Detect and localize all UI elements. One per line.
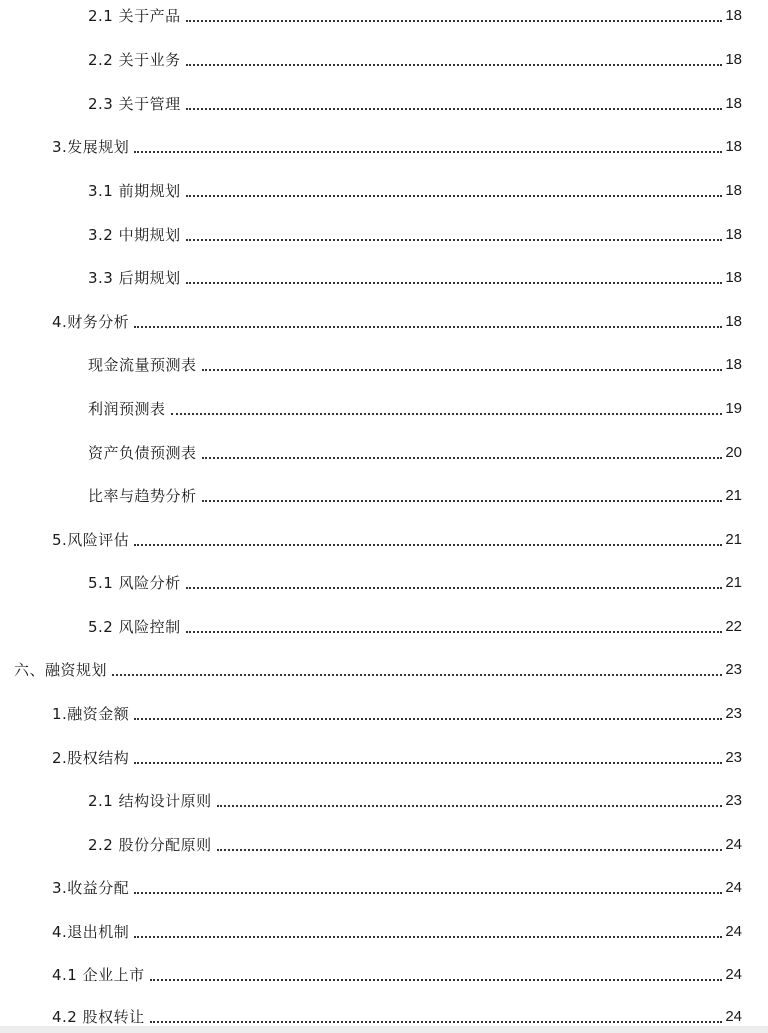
dot-leader xyxy=(186,108,723,110)
toc-entry-label: 利润预测表 xyxy=(88,400,166,418)
toc-entry-3-1[interactable] xyxy=(88,178,742,202)
toc-entry-2-2[interactable] xyxy=(88,47,742,71)
toc-entry-page: 22 xyxy=(725,618,742,635)
dot-leader xyxy=(134,544,722,546)
toc-entry-6-4-1[interactable] xyxy=(52,962,742,986)
dot-leader xyxy=(186,631,723,633)
dot-leader xyxy=(186,20,723,22)
toc-entry-6-2-2[interactable] xyxy=(88,832,742,856)
toc-entry-page: 18 xyxy=(725,138,742,155)
toc-entry-page: 24 xyxy=(725,923,742,940)
toc-entry-label: 3.1 前期规划 xyxy=(88,182,181,200)
toc-entry-label: 3.发展规划 xyxy=(52,138,130,156)
toc-entry-label: 4.1 企业上市 xyxy=(52,966,145,984)
toc-entry-6-1[interactable] xyxy=(52,701,742,725)
toc-entry-page: 18 xyxy=(725,313,742,330)
dot-leader xyxy=(186,64,723,66)
page-bottom-edge xyxy=(0,1026,768,1033)
dot-leader xyxy=(217,805,723,807)
dot-leader xyxy=(134,892,722,894)
toc-entry-chapter-6[interactable] xyxy=(14,657,742,681)
toc-entry-6-4[interactable] xyxy=(52,919,742,943)
toc-entry-page: 23 xyxy=(725,661,742,678)
toc-entry-label: 3.2 中期规划 xyxy=(88,226,181,244)
toc-entry-label: 资产负债预测表 xyxy=(88,444,197,462)
dot-leader xyxy=(134,936,722,938)
toc-entry-5-1[interactable] xyxy=(88,570,742,594)
toc-entry-label: 5.1 风险分析 xyxy=(88,574,181,592)
toc-entry-page: 18 xyxy=(725,226,742,243)
toc-entry-5[interactable] xyxy=(52,527,742,551)
toc-entry-6-3[interactable] xyxy=(52,875,742,899)
toc-entry-label: 4.退出机制 xyxy=(52,923,130,941)
toc-entry-label: 2.1 关于产品 xyxy=(88,7,181,25)
toc-entry-label: 4.2 股权转让 xyxy=(52,1008,145,1026)
toc-entry-page: 23 xyxy=(725,792,742,809)
toc-entry-page: 24 xyxy=(725,1008,742,1025)
toc-entry-page: 18 xyxy=(725,7,742,24)
dot-leader xyxy=(186,587,723,589)
dot-leader xyxy=(202,457,723,459)
dot-leader xyxy=(217,849,723,851)
toc-entry-label: 4.财务分析 xyxy=(52,313,130,331)
dot-leader xyxy=(134,718,722,720)
toc-entry-page: 24 xyxy=(725,879,742,896)
dot-leader xyxy=(112,674,722,676)
toc-entry-4[interactable] xyxy=(52,309,742,333)
toc-entry-5-2[interactable] xyxy=(88,614,742,638)
toc-entry-ratio-trend[interactable] xyxy=(88,483,742,507)
toc-entry-page: 24 xyxy=(725,836,742,853)
toc-entry-page: 23 xyxy=(725,705,742,722)
toc-entry-3-3[interactable] xyxy=(88,265,742,289)
toc-entry-6-2-1[interactable] xyxy=(88,788,742,812)
toc-entry-2-1[interactable] xyxy=(88,3,742,27)
toc-entry-page: 18 xyxy=(725,95,742,112)
dot-leader xyxy=(134,762,722,764)
toc-entry-label: 3.3 后期规划 xyxy=(88,269,181,287)
dot-leader xyxy=(186,195,723,197)
dot-leader xyxy=(186,239,723,241)
toc-entry-cash-flow[interactable] xyxy=(88,352,742,376)
toc-entry-3-2[interactable] xyxy=(88,222,742,246)
toc-entry-6-2[interactable] xyxy=(52,745,742,769)
toc-entry-page: 20 xyxy=(725,444,742,461)
toc-entry-page: 24 xyxy=(725,966,742,983)
toc-entry-label: 2.1 结构设计原则 xyxy=(88,792,212,810)
toc-entry-page: 18 xyxy=(725,356,742,373)
toc-entry-6-4-2[interactable] xyxy=(52,1004,742,1028)
toc-entry-2-3[interactable] xyxy=(88,91,742,115)
toc-entry-label: 2.2 股份分配原则 xyxy=(88,836,212,854)
toc-entry-page: 18 xyxy=(725,51,742,68)
toc-entry-label: 5.风险评估 xyxy=(52,531,130,549)
toc-entry-label: 六、融资规划 xyxy=(14,661,108,679)
toc-entry-label: 5.2 风险控制 xyxy=(88,618,181,636)
toc-entry-profit[interactable] xyxy=(88,396,742,420)
toc-entry-page: 18 xyxy=(725,182,742,199)
toc-entry-page: 19 xyxy=(725,400,742,417)
toc-entry-label: 现金流量预测表 xyxy=(88,356,197,374)
toc-entry-label: 比率与趋势分析 xyxy=(88,487,197,505)
dot-leader xyxy=(202,369,723,371)
dot-leader xyxy=(134,151,722,153)
dot-leader xyxy=(202,500,723,502)
toc-entry-page: 23 xyxy=(725,749,742,766)
toc-entry-label: 1.融资金额 xyxy=(52,705,130,723)
toc-entry-label: 2.3 关于管理 xyxy=(88,95,181,113)
dot-leader xyxy=(186,282,723,284)
dot-leader xyxy=(150,1021,723,1023)
toc-entry-balance-sheet[interactable] xyxy=(88,440,742,464)
toc-entry-page: 21 xyxy=(725,487,742,504)
toc-entry-page: 18 xyxy=(725,269,742,286)
toc-entry-label: 3.收益分配 xyxy=(52,879,130,897)
toc-entry-label: 2.股权结构 xyxy=(52,749,130,767)
toc-entry-label: 2.2 关于业务 xyxy=(88,51,181,69)
dot-leader xyxy=(134,326,722,328)
toc-entry-3[interactable] xyxy=(52,134,742,158)
dot-leader xyxy=(171,413,723,415)
toc-entry-page: 21 xyxy=(725,574,742,591)
dot-leader xyxy=(150,979,723,981)
toc-entry-page: 21 xyxy=(725,531,742,548)
